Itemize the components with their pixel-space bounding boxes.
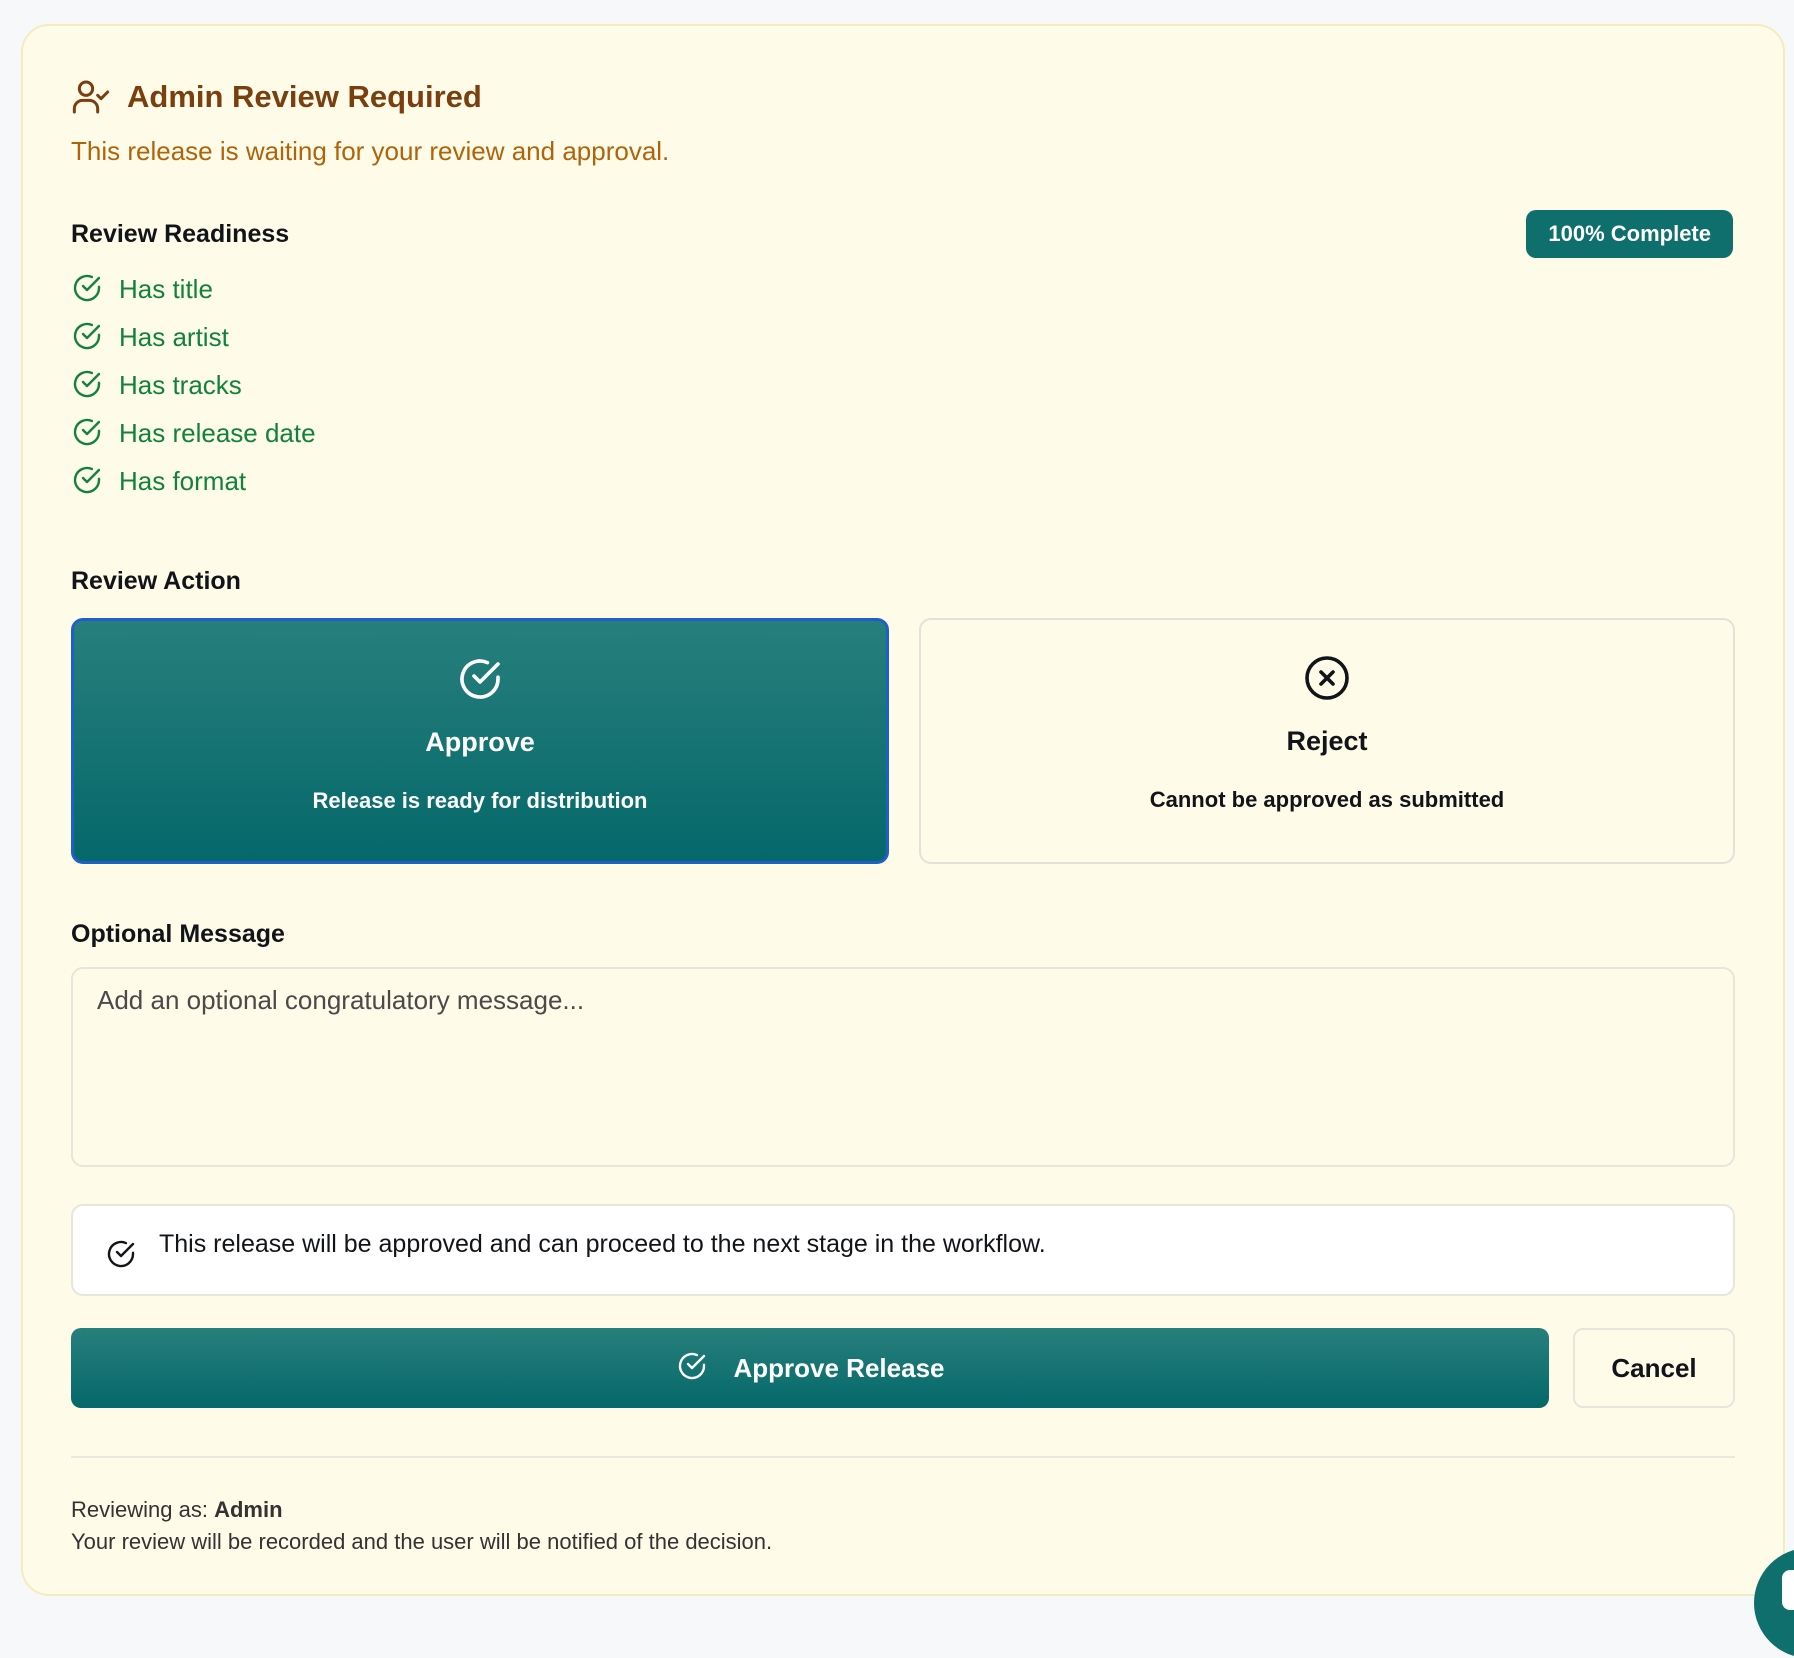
checklist-item [71, 313, 1735, 361]
approval-info-text: This release will be approved and can proceed to the next stage in the workflow. [159, 1230, 1046, 1258]
reject-option-description: Cannot be approved as submitted [1149, 787, 1505, 812]
reject-option[interactable] [919, 618, 1735, 864]
circle-check-icon [71, 272, 105, 306]
review-note: Your review will be recorded and the user will be notified of the decision. [71, 1529, 773, 1554]
reject-option-title: Reject [1286, 726, 1368, 756]
circle-check-icon [71, 320, 105, 354]
reviewer-line [71, 1494, 1735, 1526]
checklist-item-label: Has tracks [119, 369, 242, 400]
action-buttons [71, 1328, 1735, 1408]
checklist-item-label: Has format [119, 465, 247, 496]
circle-check-icon [456, 655, 504, 703]
readiness-checklist [71, 265, 1735, 505]
optional-message-heading: Optional Message [71, 920, 285, 948]
checklist-item [71, 361, 1735, 409]
completion-badge: 100% Complete [1526, 210, 1733, 258]
checklist-item-label: Has release date [119, 417, 316, 448]
circle-check-icon [71, 416, 105, 450]
page-subtitle: This release is waiting for your review and approval. [71, 136, 670, 166]
checklist-item-label: Has artist [119, 321, 229, 352]
readiness-heading: Review Readiness [71, 219, 290, 248]
approve-option-description: Release is ready for distribution [312, 788, 648, 813]
chat-icon [1782, 1570, 1794, 1610]
checklist-item [71, 457, 1735, 505]
circle-check-icon [676, 1350, 708, 1382]
approve-option[interactable] [71, 618, 889, 864]
cancel-button[interactable]: Cancel [1573, 1328, 1735, 1408]
approve-release-button[interactable] [71, 1328, 1549, 1408]
admin-review-card [21, 24, 1785, 1596]
approval-info-box [71, 1204, 1735, 1296]
approve-release-label: Approve Release [733, 1352, 945, 1383]
approve-option-title: Approve [425, 727, 535, 757]
circle-x-icon [1303, 654, 1351, 702]
user-check-icon [71, 76, 113, 118]
review-action-heading: Review Action [71, 567, 241, 595]
checklist-item [71, 265, 1735, 313]
reviewer-prefix: Reviewing as: [71, 1497, 215, 1522]
review-header [71, 76, 1735, 118]
review-footer [71, 1494, 1735, 1558]
page-title: Admin Review Required [127, 79, 482, 114]
circle-check-icon [105, 1238, 139, 1272]
circle-check-icon [71, 464, 105, 498]
divider [71, 1456, 1735, 1458]
checklist-item [71, 409, 1735, 457]
reviewer-name: Admin [214, 1497, 283, 1522]
review-action-options [71, 618, 1735, 864]
circle-check-icon [71, 368, 105, 402]
readiness-header [71, 211, 1735, 257]
optional-message-input[interactable] [71, 967, 1735, 1167]
checklist-item-label: Has title [119, 273, 213, 304]
